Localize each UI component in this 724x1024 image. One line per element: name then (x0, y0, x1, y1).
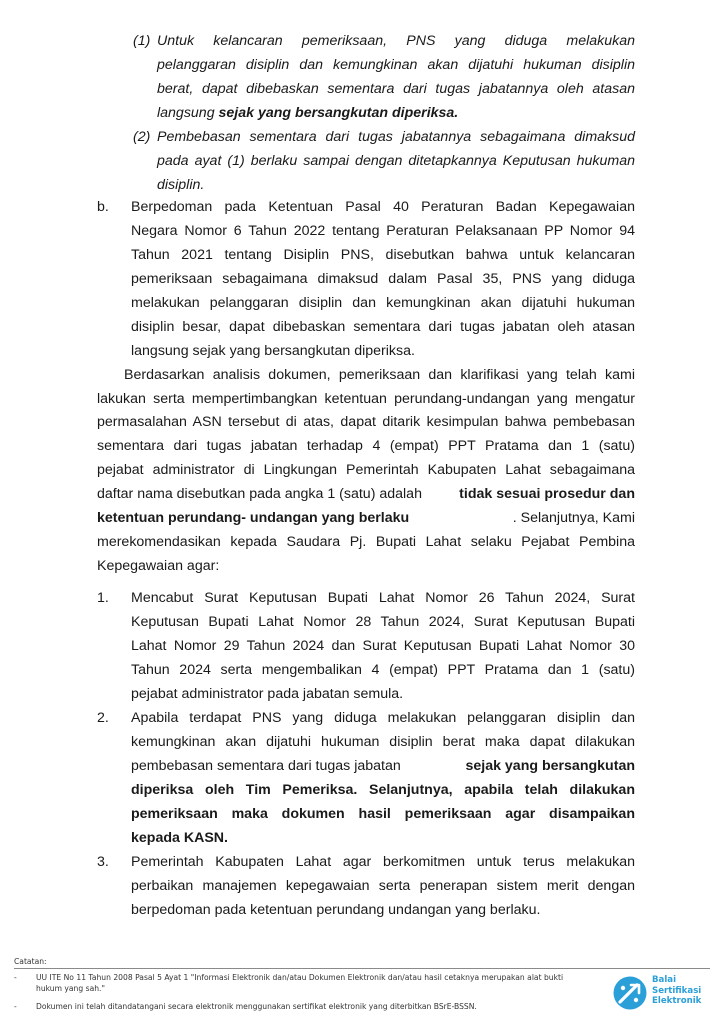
rec-3-line-2: perbaikan manajemen kepegawaian serta penerapan sistem merit dengan (131, 878, 635, 894)
rec-1-marker: 1. (97, 590, 109, 606)
bsre-logo-line-1: Balai (652, 975, 677, 985)
sub-item-2-marker: (2) (133, 129, 151, 145)
item-b-marker: b. (97, 199, 109, 215)
para-line-6 (97, 485, 635, 503)
footer-note-2: Dokumen ini telah ditandatangani secara elektronik menggunakan sertifikat elektronik yang diterbitkan BSrE-BSSN. (36, 1002, 477, 1011)
para-line-7 (97, 509, 635, 527)
para-conclusion-emphasis-2: ketentuan perundang- undangan yang berlaku (97, 510, 410, 526)
rec-2-line-6: kepada KASN. (131, 830, 228, 846)
sub-item-1-marker: (1) (133, 33, 151, 49)
rec-1-line-2: Keputusan Bupati Lahat Nomor 28 Tahun 2024, Surat Keputusan Bupati (131, 614, 635, 630)
rec-1-line-5: pejabat administrator pada jabatan semula. (131, 686, 404, 702)
bsre-logo-line-2: Sertifikasi (652, 985, 702, 996)
rec-1-line-1: Mencabut Surat Keputusan Bupati Lahat Nomor 26 Tahun 2024, Surat (131, 590, 635, 606)
item-b-line-6: disiplin besar, dapat dibebaskan sementara dari tugas jabatan oleh atasan (131, 319, 635, 335)
para-line-8: merekomendasikan kepada Saudara Pj. Bupati Lahat selaku Pejabat Pembina (97, 534, 635, 550)
sub-item-1-line-4 (157, 104, 458, 122)
rec-2-line-3 (131, 757, 635, 775)
sub-item-1-line-1: Untuk kelancaran pemeriksaan, PNS yang diduga melakukan (157, 33, 635, 49)
sub-item-1-emphasis: sejak yang bersangkutan diperiksa. (218, 105, 459, 121)
footer-catatan-label: Catatan: (14, 957, 47, 966)
rec-1-line-3: Lahat Nomor 29 Tahun 2024 dan Surat Keputusan Bupati Lahat Nomor 30 (131, 638, 635, 654)
sub-item-2-line-1: Pembebasan sementara dari tugas jabatannya sebagaimana dimaksud (157, 129, 635, 145)
sub-item-2-line-2: pada ayat (1) berlaku sampai dengan ditetapkannya Keputusan hukuman (157, 153, 635, 169)
sub-item-1-line-2: pelanggaran disiplin dan kemungkinan akan dijatuhi hukuman disiplin (157, 57, 635, 73)
rec-2-line-3-text: pembebasan sementara dari tugas jabatan (131, 758, 401, 774)
item-b-line-1: Berpedoman pada Ketentuan Pasal 40 Peraturan Badan Kepegawaian (131, 199, 635, 215)
rec-3-marker: 3. (97, 854, 109, 870)
rec-2-emphasis: sejak yang bersangkutan (465, 758, 635, 774)
para-line-6-text: daftar nama disebutkan pada angka 1 (satu) adalah (97, 486, 422, 502)
item-b-line-7: langsung sejak yang bersangkutan diperiksa. (131, 343, 415, 359)
sub-item-1-line-3: berat, dapat dibebaskan sementara dari tugas jabatannya oleh atasan (157, 81, 635, 97)
rec-2-line-1: Apabila terdapat PNS yang diduga melakukan pelanggaran disiplin dan (131, 710, 635, 726)
rec-3-line-1: Pemerintah Kabupaten Lahat agar berkomitmen untuk terus melakukan (131, 854, 635, 870)
rec-2-line-5: pemeriksaan maka dokumen hasil pemeriksaan agar disampaikan (131, 806, 635, 822)
item-b-line-2: Negara Nomor 6 Tahun 2022 tentang Peraturan Pelaksanaan PP Nomor 94 (131, 223, 635, 239)
footer-note-1-line-2: hukum yang sah." (36, 984, 105, 993)
bsre-logo-text (652, 975, 701, 1007)
para-line-3: permasalahan ASN tersebut di atas, dapat ditarik kesimpulan bahwa pembebasan (97, 414, 635, 430)
bsre-logo-icon (612, 975, 648, 1011)
rec-1-line-4: Tahun 2024 serta mengembalikan 4 (empat) PPT Pratama dan 1 (satu) (131, 662, 635, 678)
rec-3-line-3: berpedoman pada ketentuan perundang undangan yang berlaku. (131, 902, 541, 918)
para-line-9: Kepegawaian agar: (97, 558, 220, 574)
item-b-line-5: melakukan pelanggaran disiplin dan kemungkinan akan dijatuhi hukuman (131, 295, 635, 311)
para-line-5: pejabat administrator di Lingkungan Pemerintah Kabupaten Lahat sebagaimana (97, 462, 635, 478)
footer-note-1-line-1: UU ITE No 11 Tahun 2008 Pasal 5 Ayat 1 "Informasi Elektronik dan/atau Dokumen Elektronik dan/atau hasil cetaknya merupakan alat bukti (36, 973, 564, 982)
para-line-7-text: . Selanjutnya, Kami (512, 510, 635, 526)
footer-rule (14, 968, 710, 969)
para-line-2: lakukan serta mempertimbangkan ketentuan perundang-undangan yang mengatur (97, 391, 635, 407)
footer-note-1-dash: - (14, 973, 17, 982)
rec-2-line-2: kemungkinan akan dijatuhi hukuman disiplin berat maka dapat dilakukan (131, 734, 635, 750)
bsre-logo-line-3: Elektronik (652, 996, 702, 1006)
balai-sertifikasi-elektronik-logo (612, 971, 720, 1015)
rec-2-line-4: diperiksa oleh Tim Pemeriksa. Selanjutnya, apabila telah dilakukan (131, 782, 635, 798)
item-b-line-4: pemeriksaan sebagaimana dimaksud dalam Pasal 35, PNS yang diduga (131, 271, 635, 287)
rec-2-marker: 2. (97, 710, 109, 726)
para-line-4: sementara dari tugas jabatan terhadap 4 (empat) PPT Pratama dan 1 (satu) (97, 438, 635, 454)
sub-item-2-line-3: disiplin. (157, 177, 205, 193)
para-conclusion-emphasis-1: tidak sesuai prosedur dan (459, 486, 635, 502)
item-b-line-3: Tahun 2021 tentang Disiplin PNS, disebutkan bahwa untuk kelancaran (131, 247, 635, 263)
sub-item-1-line-4-text: langsung (157, 105, 219, 121)
para-line-1: Berdasarkan analisis dokumen, pemeriksaan dan klarifikasi yang telah kami (124, 367, 635, 383)
footer-note-2-dash: - (14, 1002, 17, 1011)
